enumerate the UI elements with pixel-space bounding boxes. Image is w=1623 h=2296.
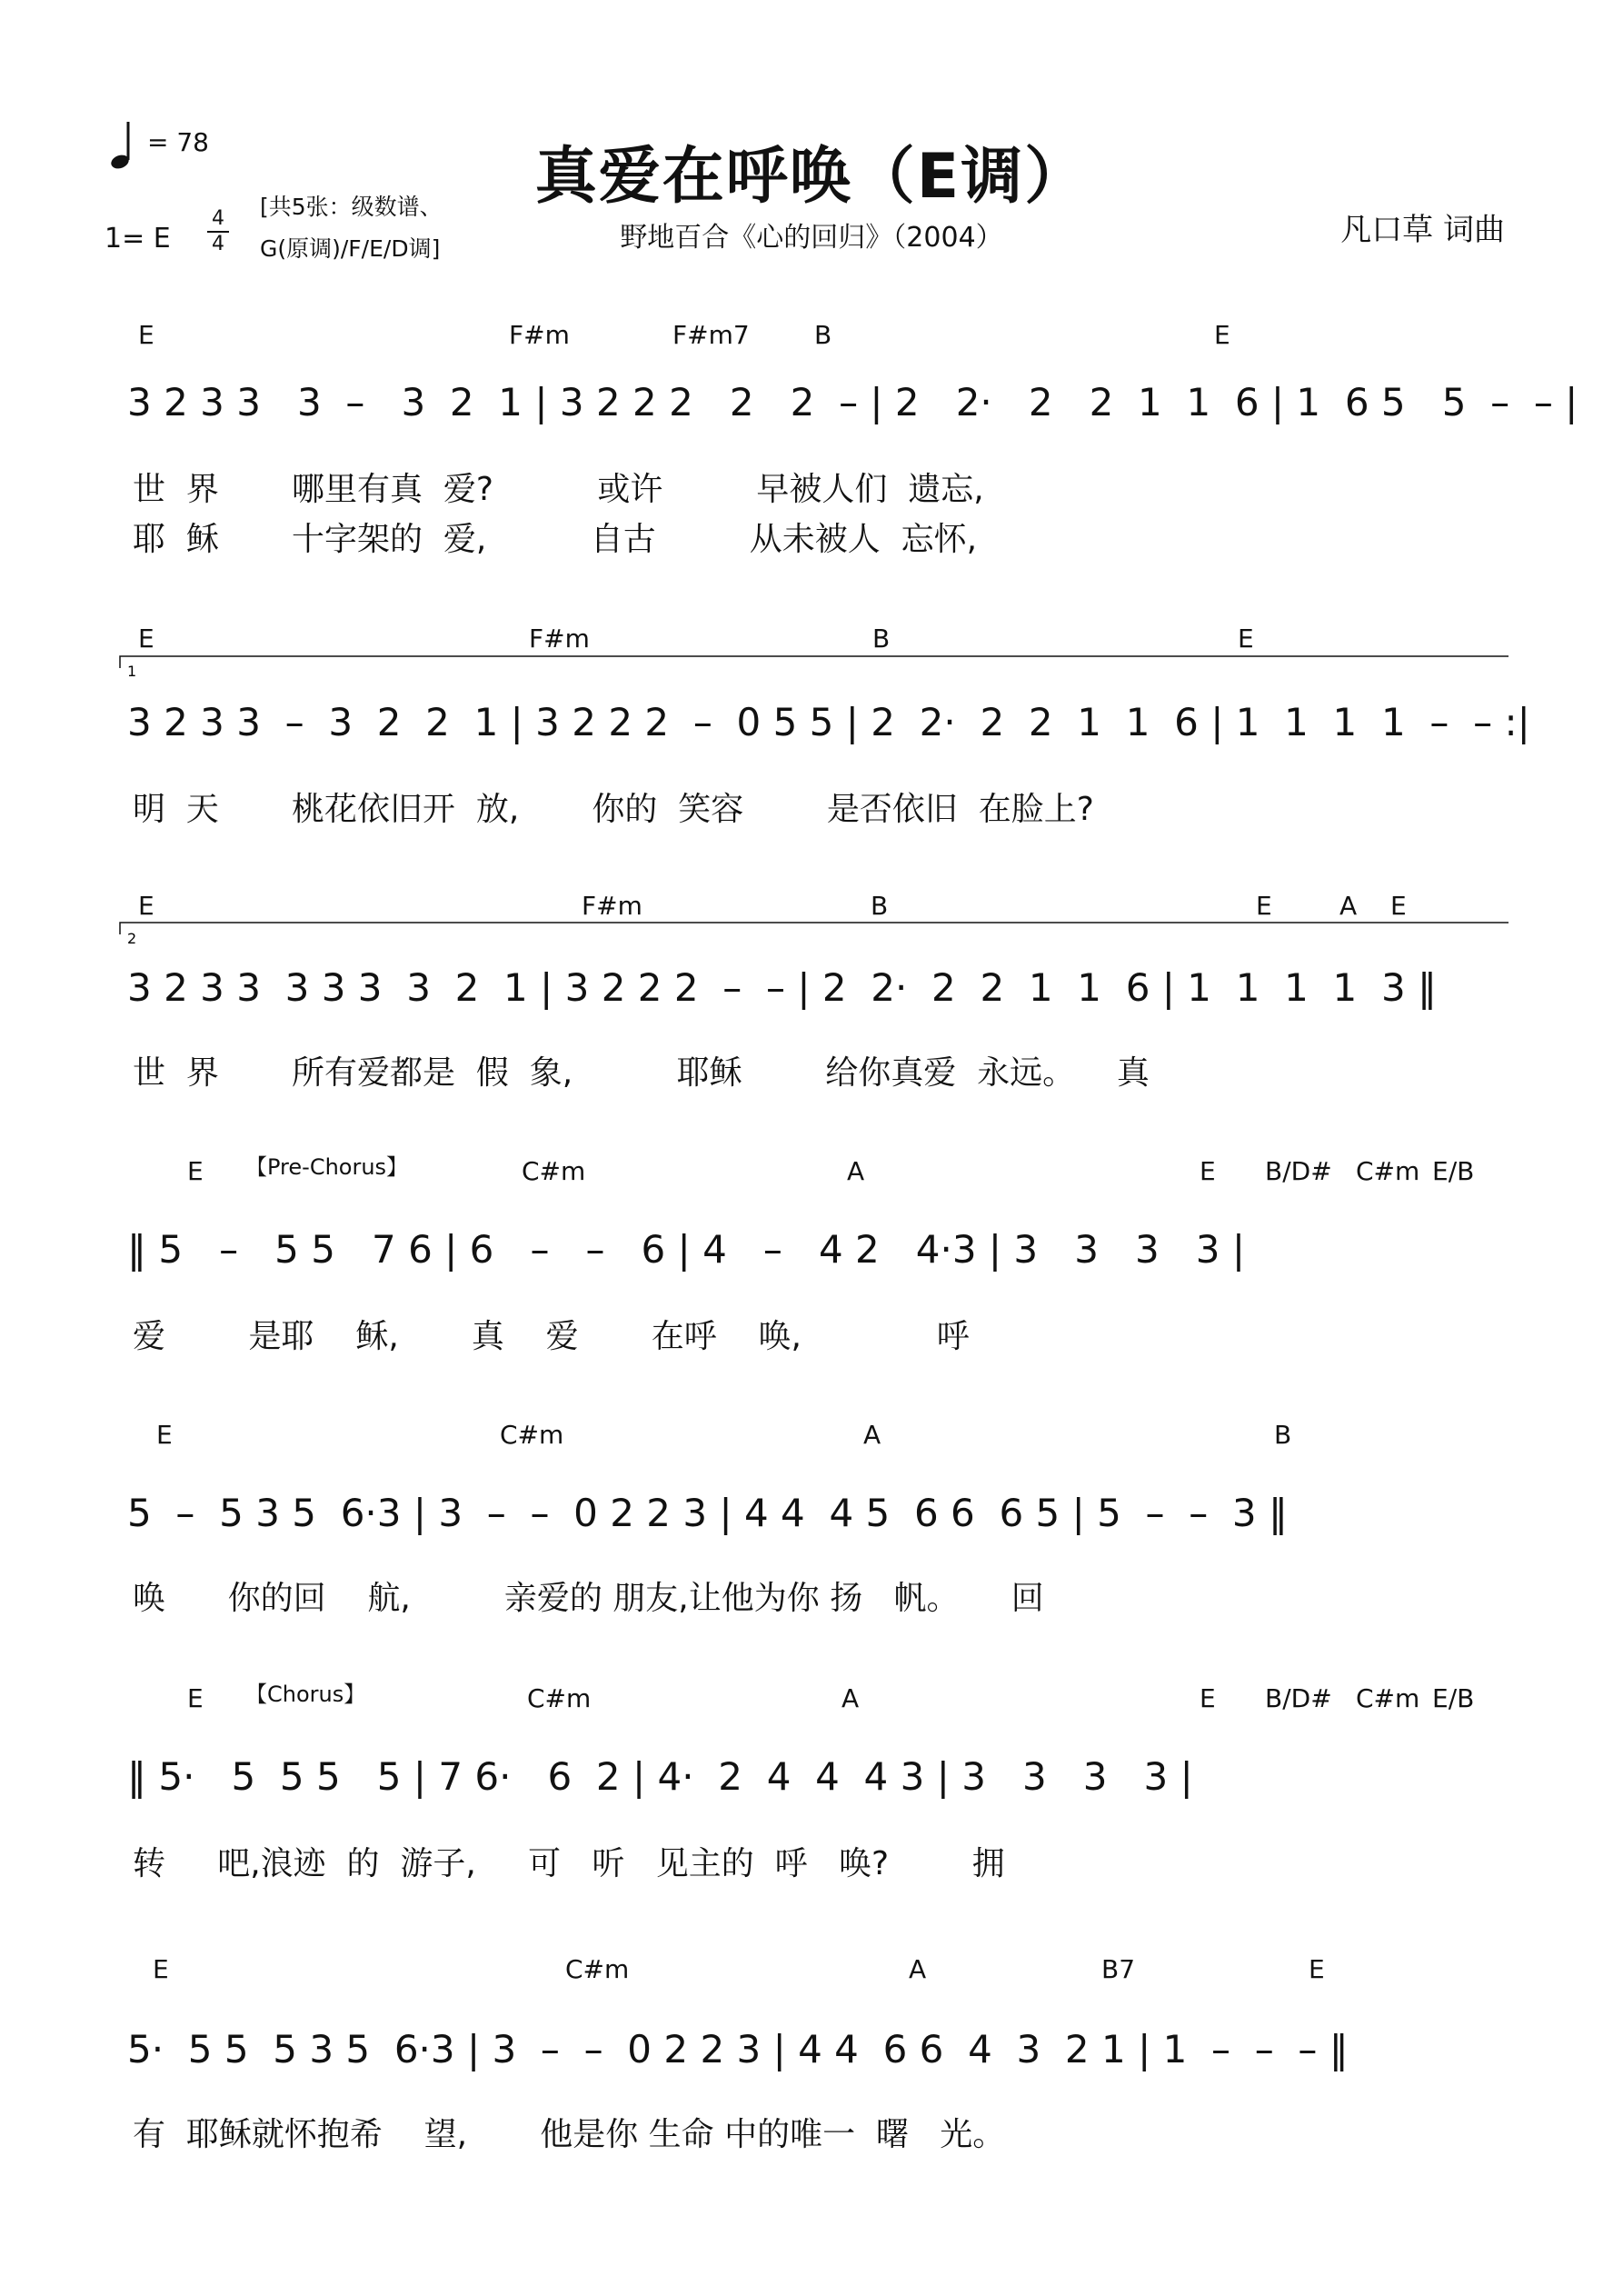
lyric-line: 世 界 哪里有真 爱? 或许 早被人们 遗忘,	[133, 471, 984, 508]
chord-symbol: E	[138, 624, 154, 654]
tempo-marking: = 78	[147, 127, 209, 157]
lyric-line: 世 界 所有爱都是 假 象, 耶稣 给你真爱 永远。 真	[133, 1054, 1150, 1092]
notation-line: 3 2 3 3 3 3 3 3 2 1 | 3 2 2 2 – – | 2 2· 2 2 1 1 6 | 1 1 1 1 3 ‖	[127, 965, 1438, 1010]
chord-symbol: E	[187, 1156, 204, 1186]
chord-symbol: A	[909, 1954, 927, 1984]
section-tag: 【Pre-Chorus】	[245, 1154, 409, 1180]
chord-symbol: B/D#	[1265, 1156, 1332, 1186]
lyric-line: 明 天 桃花依旧开 放, 你的 笑容 是否依旧 在脸上?	[133, 791, 1094, 828]
chord-symbol: F#m7	[672, 320, 750, 350]
notation-line: 5 – 5 3 5 6·3 | 3 – – 0 2 2 3 | 4 4 4 5 6 6 6 5 | 5 – – 3 ‖	[127, 1491, 1288, 1535]
time-signature-top: 4	[212, 207, 224, 230]
song-author: 凡口草 词曲	[1340, 212, 1505, 248]
chord-symbol: C#m	[527, 1683, 592, 1713]
chord-symbol: E	[1238, 624, 1254, 654]
chord-symbol: B	[872, 624, 891, 654]
notation-line: 3 2 3 3 – 3 2 2 1 | 3 2 2 2 – 0 5 5 | 2 2· 2 2 1 1 6 | 1 1 1 1 – – :|	[127, 700, 1530, 744]
lyric-line: 唤 你的回 航, 亲爱的 朋友,让他为你 扬 帆。 回	[133, 1580, 1044, 1617]
chord-symbol: B7	[1101, 1954, 1136, 1984]
chord-symbol: C#m	[1356, 1683, 1420, 1713]
chord-symbol: C#m	[1356, 1156, 1420, 1186]
chord-symbol: C#m	[565, 1954, 630, 1984]
chord-symbol: C#m	[522, 1156, 586, 1186]
chord-symbol: F#m	[582, 891, 642, 921]
page-title: 真爱在呼唤（E调）	[534, 141, 1089, 213]
notation-line: ‖ 5 – 5 5 7 6 | 6 – – 6 | 4 – 4 2 4·3 | 3 3 3 3 |	[127, 1227, 1245, 1272]
chord-symbol: B	[814, 320, 832, 350]
svg-text:2: 2	[127, 930, 137, 947]
chord-symbol: E	[1200, 1683, 1216, 1713]
chord-symbol: E	[1214, 320, 1230, 350]
chord-symbol: E	[156, 1420, 173, 1450]
chord-symbol: E	[1390, 891, 1407, 921]
chord-symbol: E	[187, 1683, 204, 1713]
lyric-line: 有 耶稣就怀抱希 望, 他是你 生命 中的唯一 曙 光。	[133, 2116, 1006, 2153]
chord-symbol: B/D#	[1265, 1683, 1332, 1713]
key-signature: 1= E	[105, 223, 171, 255]
chord-symbol: A	[1339, 891, 1358, 921]
song-source: 野地百合《心的回归》（2004）	[620, 222, 1003, 254]
notation-line: 3 2 3 3 3 – 3 2 1 | 3 2 2 2 2 2 – | 2 2· 2 2 1 1 6 | 1 6 5 5 – – |	[127, 380, 1578, 424]
notation-line: ‖ 5· 5 5 5 5 | 7 6· 6 2 | 4· 2 4 4 4 3 | 3 3 3 3 |	[127, 1754, 1193, 1799]
chord-symbol: E/B	[1432, 1156, 1475, 1186]
chord-symbol: F#m	[509, 320, 570, 350]
chord-symbol: A	[863, 1420, 881, 1450]
svg-text:1: 1	[127, 663, 137, 680]
chord-symbol: E	[138, 891, 154, 921]
chord-symbol: B	[871, 891, 889, 921]
version-info-line-1: [共5张：级数谱、	[260, 194, 443, 220]
chord-symbol: E/B	[1432, 1683, 1475, 1713]
chord-symbol: A	[841, 1683, 860, 1713]
lyric-line: 耶 稣 十字架的 爱, 自古 从未被人 忘怀,	[133, 521, 978, 558]
chord-symbol: E	[1256, 891, 1272, 921]
lyric-line: 爱 是耶 稣, 真 爱 在呼 唤, 呼	[133, 1318, 970, 1355]
chord-symbol: E	[1200, 1156, 1216, 1186]
chord-symbol: A	[847, 1156, 865, 1186]
section-tag: 【Chorus】	[245, 1682, 366, 1707]
lyric-line: 转 吧,浪迹 的 游子, 可 听 见主的 呼 唤? 拥	[133, 1845, 1005, 1882]
chord-symbol: C#m	[500, 1420, 564, 1450]
chord-symbol: E	[153, 1954, 169, 1984]
notation-line: 5· 5 5 5 3 5 6·3 | 3 – – 0 2 2 3 | 4 4 6 6 4 3 2 1 | 1 – – – ‖	[127, 2027, 1349, 2071]
time-signature-bottom: 4	[212, 233, 224, 255]
chord-symbol: E	[1309, 1954, 1325, 1984]
chord-symbol: E	[138, 320, 154, 350]
chord-symbol: B	[1274, 1420, 1292, 1450]
chord-symbol: F#m	[529, 624, 590, 654]
version-info-line-2: G(原调)/F/E/D调]	[260, 235, 441, 262]
